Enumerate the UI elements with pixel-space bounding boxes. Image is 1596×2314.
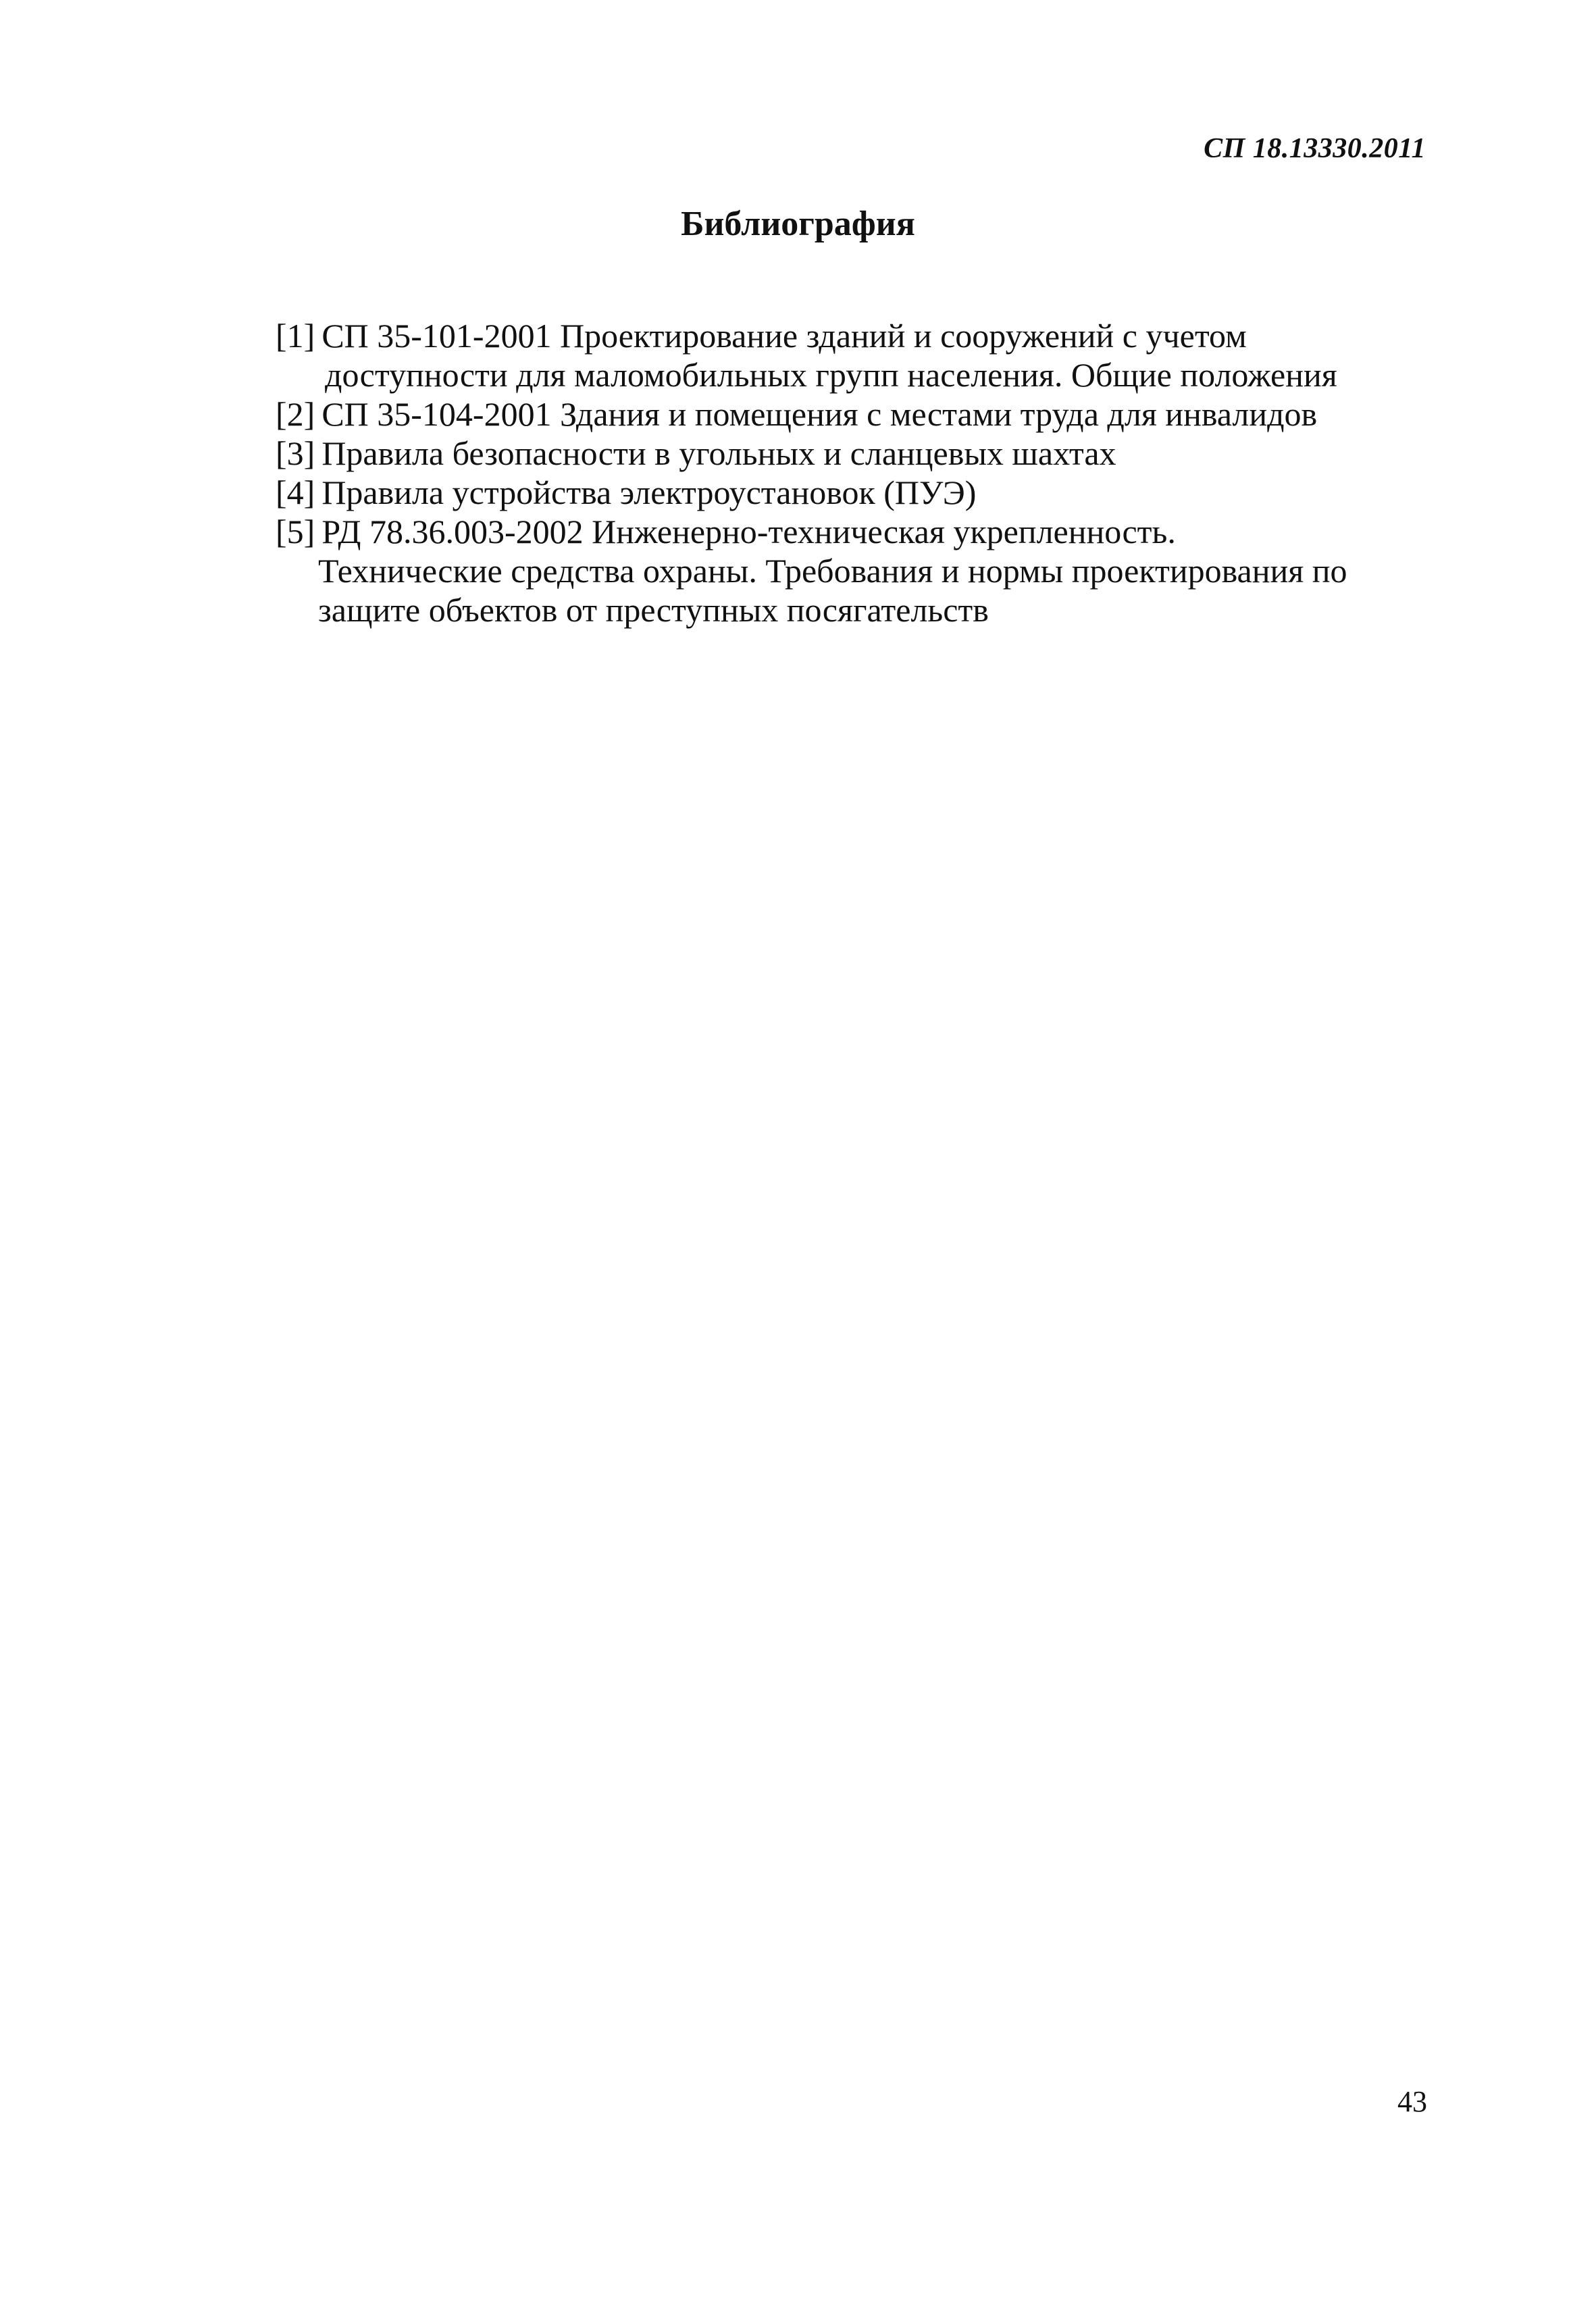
reference-number: [1] [276, 317, 315, 355]
bibliography-item [276, 473, 1424, 512]
reference-text-continuation: доступности для маломобильных групп населения. Общие положения [325, 356, 1337, 394]
bibliography-item [276, 394, 1424, 434]
reference-text: СП 35-104-2001 Здания и помещения с местами труда для инвалидов [321, 395, 1318, 433]
reference-number: [5] [276, 513, 315, 550]
reference-text: Правила устройства электроустановок (ПУЭ) [321, 473, 977, 511]
reference-number: [2] [276, 395, 315, 433]
page-title: Библиография [681, 205, 915, 243]
bibliography-list [276, 316, 1424, 629]
document-code: СП 18.13330.2011 [1204, 133, 1426, 164]
bibliography-item [276, 512, 1424, 629]
reference-text: СП 35-101-2001 Проектирование зданий и сооружений с учетом [321, 317, 1247, 355]
reference-number: [3] [276, 434, 315, 472]
bibliography-item [276, 434, 1424, 473]
page-number: 43 [1397, 2085, 1427, 2118]
reference-number: [4] [276, 473, 315, 511]
reference-text: РД 78.36.003-2002 Инженерно-техническая укрепленность. [321, 513, 1176, 550]
reference-text-continuation: защите объектов от преступных посягательств [318, 591, 989, 629]
reference-text: Правила безопасности в угольных и сланцевых шахтах [321, 434, 1116, 472]
reference-text-continuation: Технические средства охраны. Требования и нормы проектирования по [318, 552, 1347, 590]
bibliography-item [276, 316, 1424, 394]
